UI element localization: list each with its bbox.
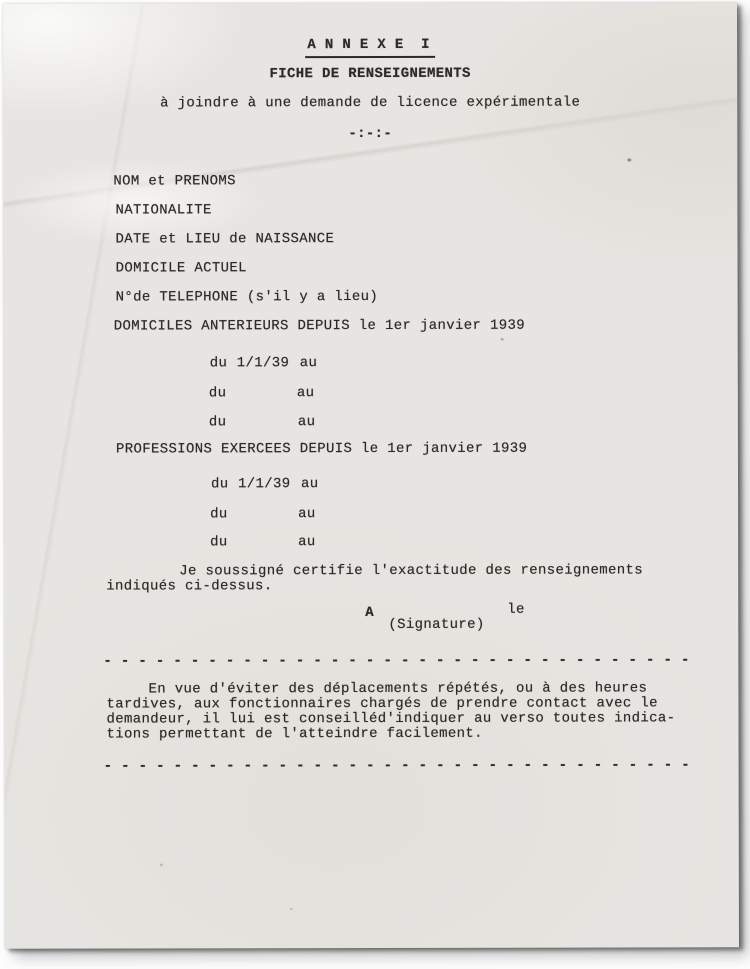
dashed-separator-top: - - - - - - - - - - - - - - - - - - - - - - - - - - - - - - - - - - xyxy=(103,652,690,670)
paper-speck xyxy=(290,908,293,910)
dashed-separator-bottom: - - - - - - - - - - - - - - - - - - - - - - - - - - - - - - - - - - xyxy=(103,757,690,775)
period-du-label: du xyxy=(208,385,227,402)
period-au-label: au xyxy=(298,534,316,551)
place-label: A xyxy=(365,604,375,622)
period-au-label: au xyxy=(299,355,318,372)
section-heading-domiciles: DOMICILES ANTERIEURS DEPUIS le 1er janvier 1939 xyxy=(113,317,526,335)
period-du-label: du xyxy=(210,534,228,551)
field-label-nom-prenoms: NOM et PRENOMS xyxy=(113,173,236,190)
period-au-label: au xyxy=(301,476,319,493)
field-label-domicile-actuel: DOMICILE ACTUEL xyxy=(115,260,247,277)
date-label: le xyxy=(507,601,525,618)
paper-speck xyxy=(501,338,504,341)
certification-line-2: indiqués ci-dessus. xyxy=(106,578,273,595)
doc-title xyxy=(3,36,737,59)
period-du-value: 1/1/39 xyxy=(236,355,290,372)
field-label-telephone: N°de TELEPHONE (s'il y a lieu) xyxy=(115,288,379,306)
doc-description: à joindre à une demande de licence expérimentale xyxy=(160,94,581,112)
paper-speck xyxy=(160,863,163,866)
certification-line-1: Je soussigné certifie l'exactitude des renseignements xyxy=(179,562,644,580)
period-au-label: au xyxy=(296,385,315,402)
section-heading-professions: PROFESSIONS EXERCEES DEPUIS le 1er janvier 1939 xyxy=(115,440,528,458)
signature-label: (Signature) xyxy=(388,616,485,633)
doc-subtitle: FICHE DE RENSEIGNEMENTS xyxy=(269,65,471,83)
notice-line-3: demandeur, il lui est conseilléd'indiquer au verso toutes indica- xyxy=(106,710,676,728)
period-au-label: au xyxy=(298,506,316,523)
notice-line-4: tions permettant de l'atteindre facilement. xyxy=(106,725,483,743)
period-du-label: du xyxy=(210,506,228,523)
paper-speck xyxy=(627,158,631,161)
scanned-document-page xyxy=(3,2,739,949)
period-du-label: du xyxy=(211,476,229,493)
field-label-nationalite: NATIONALITE xyxy=(115,202,212,219)
period-du-value: 1/1/39 xyxy=(238,476,291,493)
period-du-label: du xyxy=(209,355,228,372)
notice-line-1: En vue d'éviter des déplacements répétés, ou à des heures xyxy=(148,680,648,698)
field-label-date-lieu-naissance: DATE et LIEU de NAISSANCE xyxy=(115,231,335,248)
period-du-label: du xyxy=(208,414,227,431)
doc-divider: -:-:- xyxy=(348,125,393,143)
notice-line-2: tardives, aux fonctionnaires chargés de prendre contact avec le xyxy=(106,695,658,713)
doc-title-text: A N N E X E I xyxy=(305,37,435,58)
period-au-label: au xyxy=(297,414,316,431)
